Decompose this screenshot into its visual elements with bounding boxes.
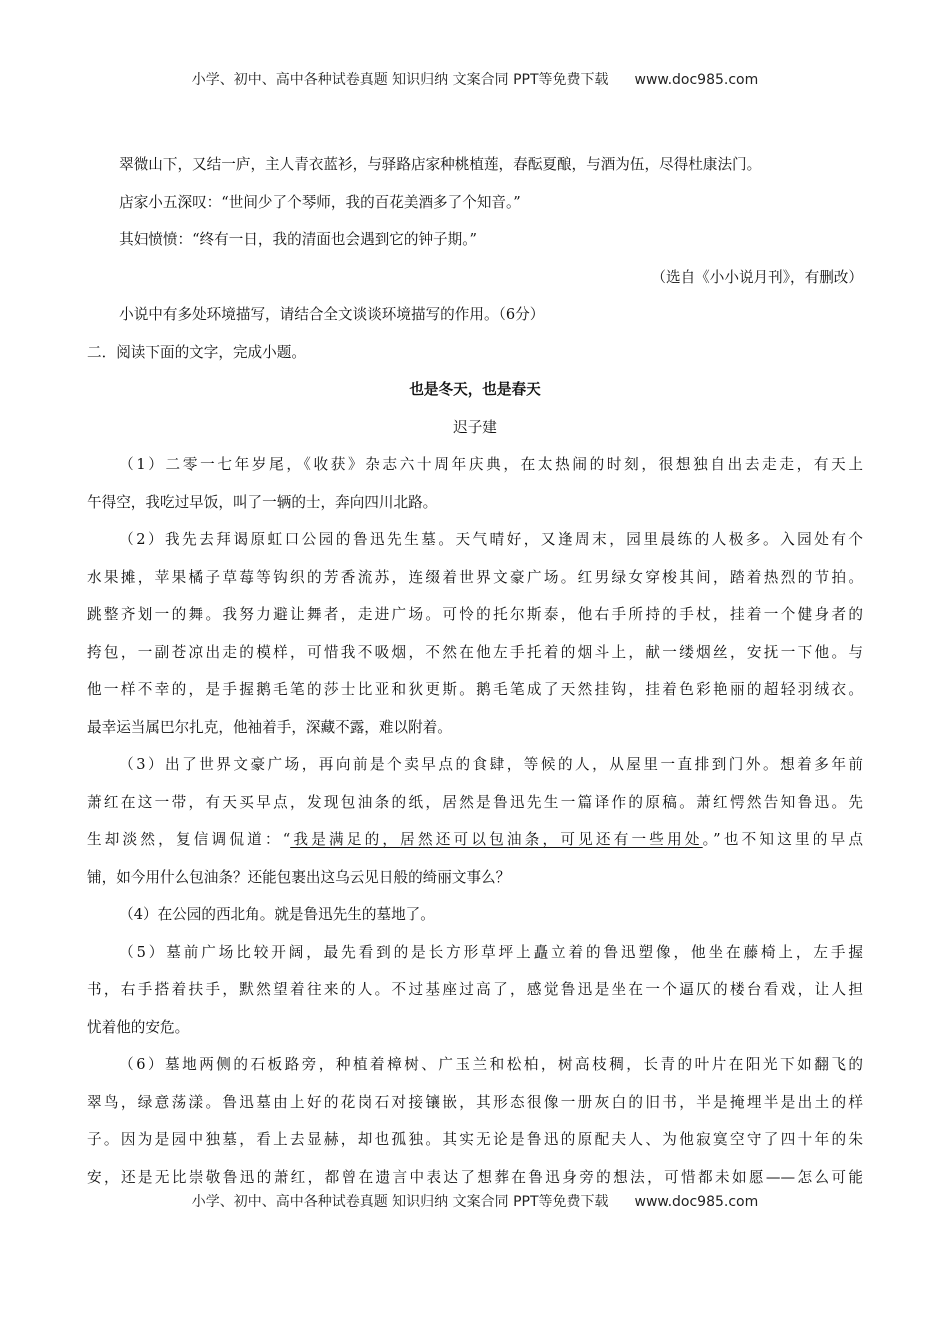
article-p3-line4: 铺，如今用什么包油条？还能包裹出这乌云见日般的绮丽文事么？ — [87, 868, 511, 886]
p3-quote-close: 。”也不知这里的早点 — [702, 831, 863, 848]
page-header — [0, 69, 950, 89]
article-p4: （4）在公园的西北角。就是鲁迅先生的墓地了。 — [119, 906, 435, 923]
article-p1-line2: 午得空，我吃过早饭，叫了一辆的士，奔向四川北路。 — [87, 493, 438, 511]
article-p6-line1: （6）墓地两侧的石板路旁，种植着樟树、广玉兰和松柏，树高枝稠，长青的叶片在阳光下如翻飞的 — [119, 1056, 863, 1073]
underlined-quote: 我是满足的，居然还可以包油条，可见还有一些用处 — [290, 831, 703, 848]
article-p6-line3: 子。因为是园中独墓，看上去显赫，却也孤独。其实无论是鲁迅的原配夫人、为他寂寞空守了四十年的朱 — [87, 1131, 863, 1148]
article-p1-line1: （1）二零一七年岁尾，《收获》杂志六十周年庆典，在太热闹的时刻，很想独自出去走走，有天上 — [119, 456, 863, 473]
story-paragraph-2: 店家小五深叹：“世间少了个琴师，我的百花美酒多了个知音。” — [119, 193, 521, 211]
article-p2-line6: 最幸运当属巴尔扎克，他袖着手，深藏不露，难以附着。 — [87, 718, 452, 736]
source-citation: （选自《小小说月刊》，有删改） — [651, 268, 863, 286]
article-p6-line4: 安，还是无比崇敬鲁迅的萧红，都曾在遗言中表达了想葬在鲁迅身旁的想法，可惜都未如愿——怎么可能 — [87, 1168, 863, 1186]
page-footer — [0, 1191, 950, 1211]
article-author: 迟子建 — [453, 418, 497, 436]
story-paragraph-3: 其妇愤愤：“终有一日，我的清面也会遇到它的钟子期。” — [119, 231, 477, 248]
question-text: 小说中有多处环境描写，请结合全文谈谈环境描写的作用。（6分） — [119, 306, 545, 323]
article-p5-line3: 忧着他的安危。 — [87, 1018, 190, 1036]
article-p3-line1: （3）出了世界文豪广场，再向前是个卖早点的食肆，等候的人，从屋里一直排到门外。想着多年前 — [119, 756, 863, 773]
article-p2-line3: 跳整齐划一的舞。我努力避让舞者，走进广场。可怜的托尔斯泰，他右手所持的手杖，挂着一个健身者的 — [87, 606, 863, 623]
header-text: 小学、初中、高中各种试卷真题 知识归纳 文案合同 PPT等免费下载 — [191, 72, 609, 88]
story-paragraph-1: 翠微山下，又结一庐，主人青衣蓝衫，与驿路店家种桃植莲，春酝夏酿，与酒为伍，尽得杜康法门。 — [119, 156, 762, 173]
article-p2-line5: 他一样不幸的，是手握鹅毛笔的莎士比亚和狄更斯。鹅毛笔成了天然挂钩，挂着色彩艳丽的超轻羽绒衣。 — [87, 681, 863, 698]
article-title: 也是冬天，也是春天 — [409, 381, 541, 398]
article-p2-line4: 挎包，一副苍凉出走的模样，可惜我不吸烟，不然在他左手托着的烟斗上，献一缕烟丝，安抚一下他。与 — [87, 643, 863, 661]
article-p5-line2: 书，右手搭着扶手，默然望着往来的人。不过基座过高了，感觉鲁迅是坐在一个逼仄的楼台看戏，让人担 — [87, 981, 863, 998]
article-p3-line3 — [87, 821, 863, 859]
article-p3-line2: 萧红在这一带，有天买早点，发现包油条的纸，居然是鲁迅先生一篇译作的原稿。萧红愕然告知鲁迅。先 — [87, 793, 863, 811]
footer-site-link[interactable]: www.doc985.com — [634, 1194, 759, 1210]
document-body — [87, 146, 863, 1196]
article-p2-line1: （2）我先去拜谒原虹口公园的鲁迅先生墓。天气晴好，又逢周末，园里晨练的人极多。入园处有个 — [119, 531, 863, 548]
section-two-heading: 二．阅读下面的文字，完成小题。 — [87, 343, 306, 361]
p3-quote-open: 生却淡然，复信调侃道：“ — [87, 831, 291, 848]
footer-text: 小学、初中、高中各种试卷真题 知识归纳 文案合同 PPT等免费下载 — [191, 1194, 609, 1210]
header-site-link[interactable]: www.doc985.com — [634, 72, 759, 88]
article-p2-line2: 水果摊，苹果橘子草莓等钩织的芳香流苏，连缀着世界文豪广场。红男绿女穿梭其间，踏着热烈的节拍。 — [87, 568, 863, 586]
article-p6-line2: 翠鸟，绿意荡漾。鲁迅墓由上好的花岗石对接镶嵌，其形态很像一册灰白的旧书，半是掩埋半是出土的样 — [87, 1093, 863, 1111]
article-p5-line1: （5）墓前广场比较开阔，最先看到的是长方形草坪上矗立着的鲁迅塑像，他坐在藤椅上，左手握 — [119, 943, 863, 961]
